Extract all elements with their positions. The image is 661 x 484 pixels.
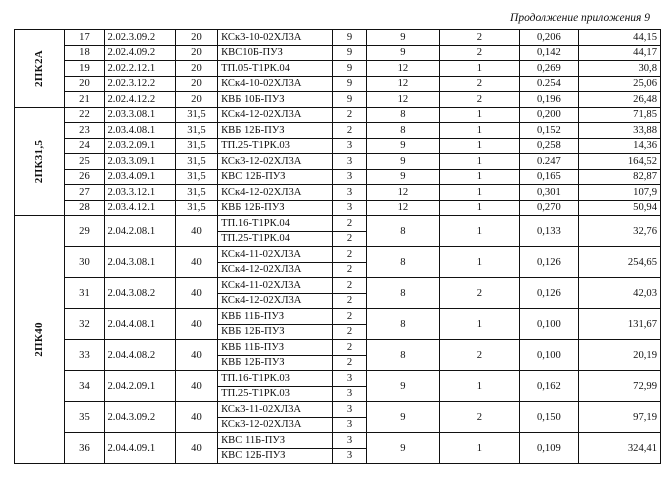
table-row bbox=[15, 278, 661, 294]
type-cell: КВБ 11Б-ПУЗ bbox=[218, 309, 333, 325]
row-number: 26 bbox=[65, 169, 104, 185]
col-c-cell: 0,152 bbox=[519, 123, 578, 139]
table-row bbox=[15, 76, 661, 92]
code-cell: 2.03.3.09.1 bbox=[104, 154, 175, 170]
value-cell: 31,5 bbox=[175, 185, 217, 201]
col-c-cell: 0,126 bbox=[519, 278, 578, 309]
count-cell: 2 bbox=[332, 309, 366, 325]
row-number: 30 bbox=[65, 247, 104, 278]
count-cell: 2 bbox=[332, 247, 366, 263]
row-number: 35 bbox=[65, 402, 104, 433]
value-cell: 40 bbox=[175, 371, 217, 402]
col-c-cell: 0.247 bbox=[519, 154, 578, 170]
table-row bbox=[15, 371, 661, 387]
count-cell: 2 bbox=[332, 262, 366, 278]
count-cell: 9 bbox=[332, 76, 366, 92]
col-b-cell: 1 bbox=[439, 185, 519, 201]
value-cell: 31,5 bbox=[175, 123, 217, 139]
count-cell: 3 bbox=[332, 138, 366, 154]
value-cell: 40 bbox=[175, 278, 217, 309]
code-cell: 2.04.2.08.1 bbox=[104, 216, 175, 247]
col-b-cell: 1 bbox=[439, 200, 519, 216]
value-cell: 31,5 bbox=[175, 200, 217, 216]
col-a-cell: 12 bbox=[367, 76, 440, 92]
col-b-cell: 1 bbox=[439, 154, 519, 170]
col-c-cell: 0,162 bbox=[519, 371, 578, 402]
type-cell: КСк3-12-02ХЛ3А bbox=[218, 417, 333, 433]
col-a-cell: 9 bbox=[367, 138, 440, 154]
row-number: 21 bbox=[65, 92, 104, 108]
col-d-cell: 20,19 bbox=[578, 340, 660, 371]
col-a-cell: 8 bbox=[367, 107, 440, 123]
table-row bbox=[15, 200, 661, 216]
type-cell: КСк4-12-02ХЛ3А bbox=[218, 107, 333, 123]
row-number: 19 bbox=[65, 61, 104, 77]
type-cell: КВС 11Б-ПУЗ bbox=[218, 433, 333, 449]
group-label: 2ПК31,5 bbox=[33, 139, 46, 183]
col-b-cell: 1 bbox=[439, 138, 519, 154]
table-body bbox=[15, 30, 661, 464]
code-cell: 2.03.3.12.1 bbox=[104, 185, 175, 201]
code-cell: 2.04.4.08.1 bbox=[104, 309, 175, 340]
count-cell: 3 bbox=[332, 169, 366, 185]
type-cell: ТП.16-Т1РК.03 bbox=[218, 371, 333, 387]
col-d-cell: 42,03 bbox=[578, 278, 660, 309]
col-c-cell: 0,200 bbox=[519, 107, 578, 123]
code-cell: 2.02.3.12.2 bbox=[104, 76, 175, 92]
col-b-cell: 2 bbox=[439, 402, 519, 433]
table-row bbox=[15, 216, 661, 232]
value-cell: 20 bbox=[175, 30, 217, 46]
type-cell: КСк4-12-02ХЛ3А bbox=[218, 185, 333, 201]
col-d-cell: 14,36 bbox=[578, 138, 660, 154]
type-cell: КВБ 12Б-ПУЗ bbox=[218, 324, 333, 340]
data-table bbox=[14, 29, 661, 464]
col-a-cell: 12 bbox=[367, 92, 440, 108]
count-cell: 2 bbox=[332, 278, 366, 294]
count-cell: 3 bbox=[332, 448, 366, 464]
count-cell: 9 bbox=[332, 30, 366, 46]
col-c-cell: 0,133 bbox=[519, 216, 578, 247]
type-cell: КВС 12Б-ПУЗ bbox=[218, 448, 333, 464]
col-d-cell: 25,06 bbox=[578, 76, 660, 92]
value-cell: 20 bbox=[175, 92, 217, 108]
col-a-cell: 9 bbox=[367, 433, 440, 464]
value-cell: 20 bbox=[175, 61, 217, 77]
table-row bbox=[15, 45, 661, 61]
row-number: 23 bbox=[65, 123, 104, 139]
count-cell: 2 bbox=[332, 123, 366, 139]
group-label: 2ПК40 bbox=[33, 322, 46, 357]
col-d-cell: 32,76 bbox=[578, 216, 660, 247]
count-cell: 3 bbox=[332, 402, 366, 418]
row-number: 36 bbox=[65, 433, 104, 464]
col-c-cell: 0,269 bbox=[519, 61, 578, 77]
type-cell: КСк4-10-02ХЛ3А bbox=[218, 76, 333, 92]
type-cell: КВБ 12Б-ПУЗ bbox=[218, 355, 333, 371]
type-cell: КСк4-11-02ХЛ3А bbox=[218, 247, 333, 263]
col-d-cell: 72,99 bbox=[578, 371, 660, 402]
count-cell: 2 bbox=[332, 107, 366, 123]
col-a-cell: 8 bbox=[367, 278, 440, 309]
count-cell: 2 bbox=[332, 355, 366, 371]
col-a-cell: 12 bbox=[367, 185, 440, 201]
table-row bbox=[15, 154, 661, 170]
col-b-cell: 1 bbox=[439, 169, 519, 185]
page-caption: Продолжение приложения 9 bbox=[510, 12, 650, 24]
row-number: 34 bbox=[65, 371, 104, 402]
row-number: 28 bbox=[65, 200, 104, 216]
value-cell: 20 bbox=[175, 45, 217, 61]
value-cell: 31,5 bbox=[175, 154, 217, 170]
table-row bbox=[15, 247, 661, 263]
type-cell: ТП.16-Т1РК.04 bbox=[218, 216, 333, 232]
col-b-cell: 2 bbox=[439, 278, 519, 309]
col-b-cell: 1 bbox=[439, 61, 519, 77]
col-a-cell: 8 bbox=[367, 247, 440, 278]
row-number: 32 bbox=[65, 309, 104, 340]
col-b-cell: 2 bbox=[439, 45, 519, 61]
col-d-cell: 26,48 bbox=[578, 92, 660, 108]
col-d-cell: 97,19 bbox=[578, 402, 660, 433]
table-row bbox=[15, 433, 661, 449]
col-c-cell: 0,100 bbox=[519, 340, 578, 371]
col-b-cell: 1 bbox=[439, 371, 519, 402]
type-cell: КСк3-10-02ХЛ3А bbox=[218, 30, 333, 46]
col-b-cell: 1 bbox=[439, 216, 519, 247]
col-d-cell: 30,8 bbox=[578, 61, 660, 77]
code-cell: 2.04.2.09.1 bbox=[104, 371, 175, 402]
col-a-cell: 12 bbox=[367, 61, 440, 77]
row-number: 24 bbox=[65, 138, 104, 154]
col-c-cell: 0,142 bbox=[519, 45, 578, 61]
value-cell: 40 bbox=[175, 340, 217, 371]
type-cell: КВС10Б-ПУЗ bbox=[218, 45, 333, 61]
value-cell: 40 bbox=[175, 216, 217, 247]
col-a-cell: 8 bbox=[367, 340, 440, 371]
group-label-cell bbox=[15, 107, 65, 216]
col-a-cell: 9 bbox=[367, 371, 440, 402]
code-cell: 2.03.4.08.1 bbox=[104, 123, 175, 139]
count-cell: 2 bbox=[332, 293, 366, 309]
type-cell: КВБ 11Б-ПУЗ bbox=[218, 340, 333, 356]
col-a-cell: 9 bbox=[367, 402, 440, 433]
table-row bbox=[15, 185, 661, 201]
code-cell: 2.04.3.09.2 bbox=[104, 402, 175, 433]
table-row bbox=[15, 30, 661, 46]
type-cell: КВБ 12Б-ПУЗ bbox=[218, 200, 333, 216]
row-number: 33 bbox=[65, 340, 104, 371]
row-number: 22 bbox=[65, 107, 104, 123]
row-number: 20 bbox=[65, 76, 104, 92]
value-cell: 31,5 bbox=[175, 169, 217, 185]
col-c-cell: 0.254 bbox=[519, 76, 578, 92]
type-cell: КСк4-12-02ХЛ3А bbox=[218, 293, 333, 309]
count-cell: 3 bbox=[332, 386, 366, 402]
count-cell: 9 bbox=[332, 45, 366, 61]
col-c-cell: 0,206 bbox=[519, 30, 578, 46]
code-cell: 2.02.3.09.2 bbox=[104, 30, 175, 46]
col-d-cell: 50,94 bbox=[578, 200, 660, 216]
code-cell: 2.04.4.09.1 bbox=[104, 433, 175, 464]
type-cell: КСк3-11-02ХЛ3А bbox=[218, 402, 333, 418]
col-c-cell: 0,258 bbox=[519, 138, 578, 154]
code-cell: 2.03.4.09.1 bbox=[104, 169, 175, 185]
col-d-cell: 33,88 bbox=[578, 123, 660, 139]
col-d-cell: 107,9 bbox=[578, 185, 660, 201]
table-row bbox=[15, 309, 661, 325]
group-label-cell bbox=[15, 216, 65, 464]
code-cell: 2.03.3.08.1 bbox=[104, 107, 175, 123]
code-cell: 2.02.4.09.2 bbox=[104, 45, 175, 61]
table-row bbox=[15, 123, 661, 139]
type-cell: ТП.25-Т1РК.04 bbox=[218, 231, 333, 247]
col-a-cell: 9 bbox=[367, 169, 440, 185]
col-b-cell: 1 bbox=[439, 123, 519, 139]
col-c-cell: 0,301 bbox=[519, 185, 578, 201]
col-d-cell: 44,17 bbox=[578, 45, 660, 61]
col-d-cell: 82,87 bbox=[578, 169, 660, 185]
count-cell: 2 bbox=[332, 231, 366, 247]
table-row bbox=[15, 340, 661, 356]
col-a-cell: 9 bbox=[367, 154, 440, 170]
col-c-cell: 0,126 bbox=[519, 247, 578, 278]
count-cell: 3 bbox=[332, 371, 366, 387]
code-cell: 2.04.3.08.2 bbox=[104, 278, 175, 309]
table-row bbox=[15, 92, 661, 108]
type-cell: КВС 12Б-ПУЗ bbox=[218, 169, 333, 185]
type-cell: КСк3-12-02ХЛ3А bbox=[218, 154, 333, 170]
count-cell: 3 bbox=[332, 433, 366, 449]
type-cell: КСк4-12-02ХЛ3А bbox=[218, 262, 333, 278]
type-cell: ТП.25-Т1РК.03 bbox=[218, 386, 333, 402]
count-cell: 3 bbox=[332, 417, 366, 433]
col-b-cell: 2 bbox=[439, 76, 519, 92]
col-d-cell: 164,52 bbox=[578, 154, 660, 170]
type-cell: ТП.25-Т1РК.03 bbox=[218, 138, 333, 154]
row-number: 29 bbox=[65, 216, 104, 247]
col-b-cell: 2 bbox=[439, 30, 519, 46]
count-cell: 9 bbox=[332, 61, 366, 77]
col-a-cell: 8 bbox=[367, 309, 440, 340]
col-b-cell: 2 bbox=[439, 340, 519, 371]
count-cell: 3 bbox=[332, 200, 366, 216]
code-cell: 2.03.4.12.1 bbox=[104, 200, 175, 216]
value-cell: 40 bbox=[175, 247, 217, 278]
group-label: 2ПК2А bbox=[33, 49, 46, 87]
col-c-cell: 0,109 bbox=[519, 433, 578, 464]
row-number: 18 bbox=[65, 45, 104, 61]
code-cell: 2.04.4.08.2 bbox=[104, 340, 175, 371]
table-row bbox=[15, 169, 661, 185]
type-cell: КВБ 12Б-ПУЗ bbox=[218, 123, 333, 139]
row-number: 31 bbox=[65, 278, 104, 309]
col-c-cell: 0,270 bbox=[519, 200, 578, 216]
col-c-cell: 0,150 bbox=[519, 402, 578, 433]
col-d-cell: 71,85 bbox=[578, 107, 660, 123]
count-cell: 3 bbox=[332, 154, 366, 170]
col-c-cell: 0,196 bbox=[519, 92, 578, 108]
col-b-cell: 1 bbox=[439, 247, 519, 278]
col-b-cell: 1 bbox=[439, 433, 519, 464]
col-d-cell: 44,15 bbox=[578, 30, 660, 46]
col-c-cell: 0,100 bbox=[519, 309, 578, 340]
type-cell: ТП.05-Т1РК.04 bbox=[218, 61, 333, 77]
col-a-cell: 9 bbox=[367, 45, 440, 61]
value-cell: 20 bbox=[175, 76, 217, 92]
code-cell: 2.03.2.09.1 bbox=[104, 138, 175, 154]
type-cell: КВБ 10Б-ПУЗ bbox=[218, 92, 333, 108]
col-a-cell: 12 bbox=[367, 200, 440, 216]
group-label-cell bbox=[15, 30, 65, 108]
value-cell: 31,5 bbox=[175, 138, 217, 154]
code-cell: 2.02.2.12.1 bbox=[104, 61, 175, 77]
count-cell: 3 bbox=[332, 185, 366, 201]
row-number: 25 bbox=[65, 154, 104, 170]
col-b-cell: 2 bbox=[439, 92, 519, 108]
col-a-cell: 8 bbox=[367, 216, 440, 247]
value-cell: 40 bbox=[175, 402, 217, 433]
col-a-cell: 8 bbox=[367, 123, 440, 139]
table-row bbox=[15, 402, 661, 418]
value-cell: 40 bbox=[175, 309, 217, 340]
count-cell: 2 bbox=[332, 324, 366, 340]
col-b-cell: 1 bbox=[439, 107, 519, 123]
col-b-cell: 1 bbox=[439, 309, 519, 340]
count-cell: 9 bbox=[332, 92, 366, 108]
code-cell: 2.02.4.12.2 bbox=[104, 92, 175, 108]
code-cell: 2.04.3.08.1 bbox=[104, 247, 175, 278]
value-cell: 40 bbox=[175, 433, 217, 464]
value-cell: 31,5 bbox=[175, 107, 217, 123]
type-cell: КСк4-11-02ХЛ3А bbox=[218, 278, 333, 294]
row-number: 17 bbox=[65, 30, 104, 46]
col-d-cell: 254,65 bbox=[578, 247, 660, 278]
col-c-cell: 0,165 bbox=[519, 169, 578, 185]
col-d-cell: 324,41 bbox=[578, 433, 660, 464]
col-a-cell: 9 bbox=[367, 30, 440, 46]
count-cell: 2 bbox=[332, 340, 366, 356]
row-number: 27 bbox=[65, 185, 104, 201]
table-row bbox=[15, 107, 661, 123]
col-d-cell: 131,67 bbox=[578, 309, 660, 340]
table-row bbox=[15, 61, 661, 77]
table-row bbox=[15, 138, 661, 154]
count-cell: 2 bbox=[332, 216, 366, 232]
